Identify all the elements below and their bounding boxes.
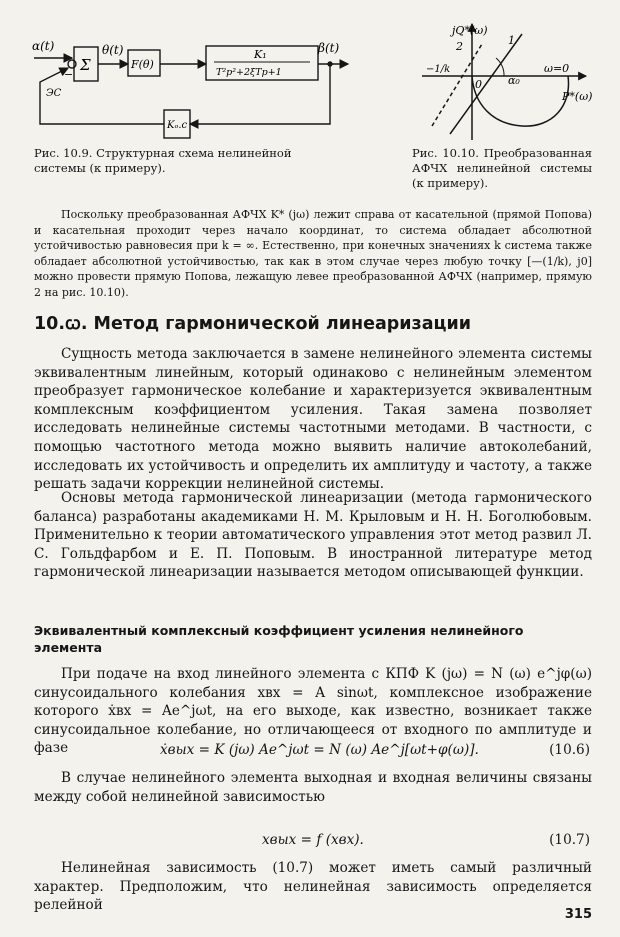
label-gain: K₁ [254, 48, 267, 61]
label-feedback: Kₒ.c [167, 120, 188, 131]
label-alpha: α₀ [508, 74, 520, 87]
label-output: β(t) [318, 41, 340, 55]
label-minus: − [64, 68, 74, 81]
label-origin: 0 [475, 78, 482, 91]
label-y-axis: jQ*(ω) [452, 24, 488, 37]
subsection-heading: Эквивалентный комплексный коэффициент усиления нелинейного элемента [34, 623, 524, 655]
label-denominator: T²p²+2ξTp+1 [216, 67, 282, 78]
summing-node [68, 60, 76, 68]
paragraph-4: В случае нелинейного элемента выходная и входная величины связаны между собой нелинейной зависимостью [34, 770, 592, 805]
label-node: ЭС [46, 88, 62, 99]
label-nonlinear: F(θ) [131, 58, 154, 71]
label-sum: Σ [80, 56, 91, 74]
paragraph-1: Сущность метода заключается в замене нелинейного элемента системы эквивалентным линейным, который одинаково с нелинейным элементом преобразует гармоническое колебание и характеризуется эквивалентным комплексным коэффициентом усиления. Такая замена позволяет исследовать нелинейные системы частотными методами. В частности, с помощью частотного метода можно выявить наличие автоколебаний, исследовать их устойчивость и определить их амплитуду и частоту, а также решать задачи коррекции нелинейной системы. [34, 346, 592, 493]
label-neg-inv-k: −1/k [426, 64, 451, 75]
equation-number-10-7: (10.7) [549, 832, 590, 848]
label-line-2: 2 [456, 40, 463, 53]
paragraph-5: Нелинейная зависимость (10.7) может иметь самый различный характер. Предположим, что нелинейная зависимость определяется релейной [34, 860, 592, 914]
figure-frequency-response [412, 14, 592, 144]
equation-number-10-6: (10.6) [549, 742, 590, 758]
label-input: α(t) [32, 39, 55, 53]
paragraph-2: Основы метода гармонической линеаризации (метода гармонического баланса) разработаны академиками Н. М. Крыловым и Н. Н. Боголюбовым. Применительно к теории автоматического управления этот метод развил Л. С. Гольдфарбом и Е. П. Поповым. В иностранной литературе метод гармонической линеаризации называется методом описывающей функции. [34, 490, 592, 581]
figure-block-diagram [30, 30, 350, 145]
label-x-axis: P*(ω) [562, 90, 592, 103]
equation-10-6: ẋвых = K (jω) Ae^jωt = N (ω) Ae^j[ωt+φ(ω)]. [160, 742, 479, 758]
section-heading: 10.ꞷ. Метод гармонической линеаризации [34, 314, 472, 334]
caption-fig-10-10: Рис. 10.10. Преобразованная АФЧХ нелинейной системы (к примеру). [412, 146, 592, 190]
caption-fig-10-9: Рис. 10.9. Структурная схема нелинейной системы (к примеру). [34, 146, 292, 175]
label-omega-zero: ω=0 [544, 62, 570, 75]
equation-10-7: xвых = f (xвх). [262, 832, 364, 848]
note-paragraph: Поскольку преобразованная АФЧХ K* (jω) лежит справа от касательной (прямой Попова) и касательная проходит через начало координат, то система обладает абсолютной устойчивостью равновесия при k = ∞. Естественно, при конечных значениях k система также обладает абсолютной устойчивостью, так как в этом случае через любую точку [—(1/k), j0] можно провести прямую Попова, лежащую левее преобразованной АФЧХ (например, прямую 2 на рис. 10.10). [34, 208, 592, 299]
page-number: 315 [564, 907, 592, 922]
label-line-1: 1 [508, 34, 515, 47]
label-error: θ(t) [102, 43, 124, 57]
paragraph-3: При подаче на вход линейного элемента с КПФ K (jω) = N (ω) e^jφ(ω) синусоидального колебания xвх = A sinωt, комплексное изображение которого ẋвх = Ae^jωt, на его выходе, как известно, возникает также синусоидальное колебание, но отличающееся от входного по амплитуде и фазе [34, 666, 592, 757]
